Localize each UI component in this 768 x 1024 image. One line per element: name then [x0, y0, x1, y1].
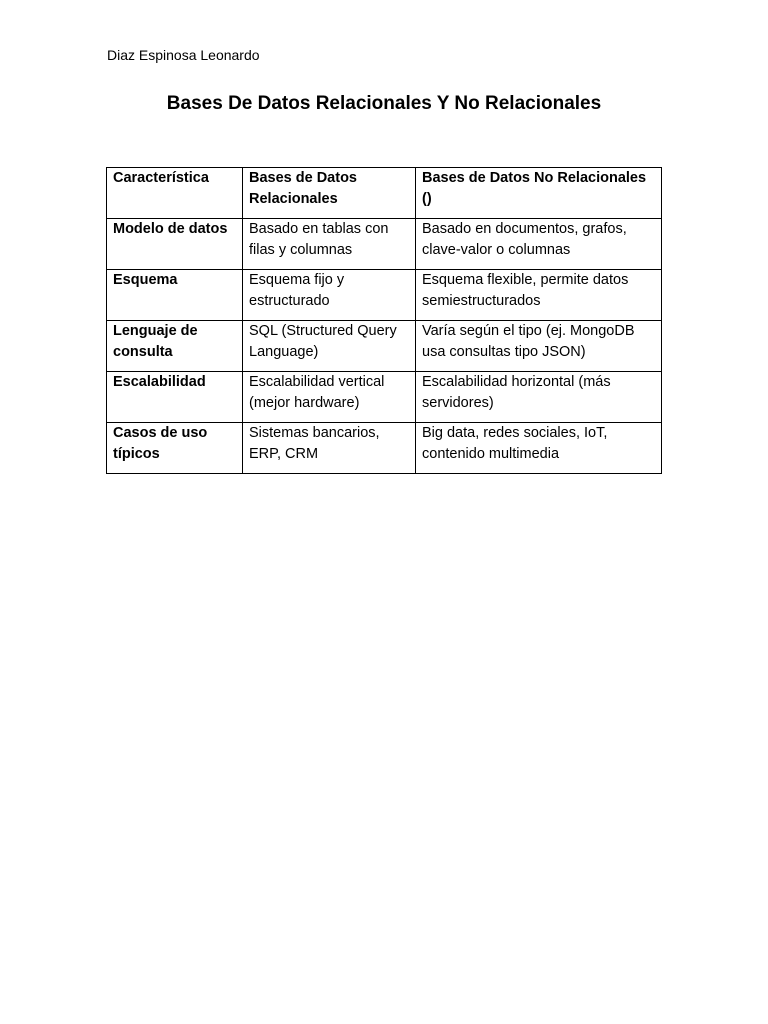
document-title: Bases De Datos Relacionales Y No Relacionales [166, 93, 602, 114]
relational-value: Basado en tablas con filas y columnas [249, 221, 389, 258]
table-row [107, 372, 662, 423]
row-feature-label: Escalabilidad [113, 374, 206, 390]
nonrelational-value: Varía según el tipo (ej. MongoDB usa consultas tipo JSON) [422, 323, 635, 360]
nonrelational-value: Big data, redes sociales, IoT, contenido multimedia [422, 425, 608, 462]
nonrelational-cell [416, 423, 662, 474]
header-cell-characteristic [107, 168, 243, 219]
header-row [107, 168, 662, 219]
table-body [107, 219, 662, 474]
header-cell-relational [243, 168, 416, 219]
relational-value: Sistemas bancarios, ERP, CRM [249, 425, 380, 462]
table-row [107, 219, 662, 270]
nonrelational-value: Esquema flexible, permite datos semiestructurados [422, 272, 629, 309]
relational-cell [243, 372, 416, 423]
table-row [107, 270, 662, 321]
table-header [107, 168, 662, 219]
row-feature-label: Casos de uso típicos [113, 425, 208, 462]
comparison-table [106, 167, 662, 474]
nonrelational-cell [416, 321, 662, 372]
row-feature-cell [107, 321, 243, 372]
nonrelational-cell [416, 270, 662, 321]
relational-value: SQL (Structured Query Language) [249, 323, 397, 360]
nonrelational-cell [416, 372, 662, 423]
table-row [107, 423, 662, 474]
relational-cell [243, 270, 416, 321]
nonrelational-value: Basado en documentos, grafos, clave-valor o columnas [422, 221, 627, 258]
row-feature-label: Esquema [113, 272, 178, 288]
header-label: Bases de Datos Relacionales [249, 170, 357, 207]
row-feature-cell [107, 372, 243, 423]
row-feature-cell [107, 219, 243, 270]
header-cell-nonrelational [416, 168, 662, 219]
row-feature-label: Lenguaje de consulta [113, 323, 198, 360]
relational-cell [243, 219, 416, 270]
row-feature-cell [107, 270, 243, 321]
nonrelational-value: Escalabilidad horizontal (más servidores) [422, 374, 611, 411]
relational-cell [243, 321, 416, 372]
header-label: Característica [113, 170, 209, 186]
relational-value: Esquema fijo y estructurado [249, 272, 345, 309]
row-feature-cell [107, 423, 243, 474]
header-label: Bases de Datos No Relacionales () [422, 170, 647, 207]
row-feature-label: Modelo de datos [113, 221, 228, 237]
author-name: Diaz Espinosa Leonardo [107, 47, 260, 63]
nonrelational-cell [416, 219, 662, 270]
relational-cell [243, 423, 416, 474]
relational-value: Escalabilidad vertical (mejor hardware) [249, 374, 385, 411]
table-row [107, 321, 662, 372]
